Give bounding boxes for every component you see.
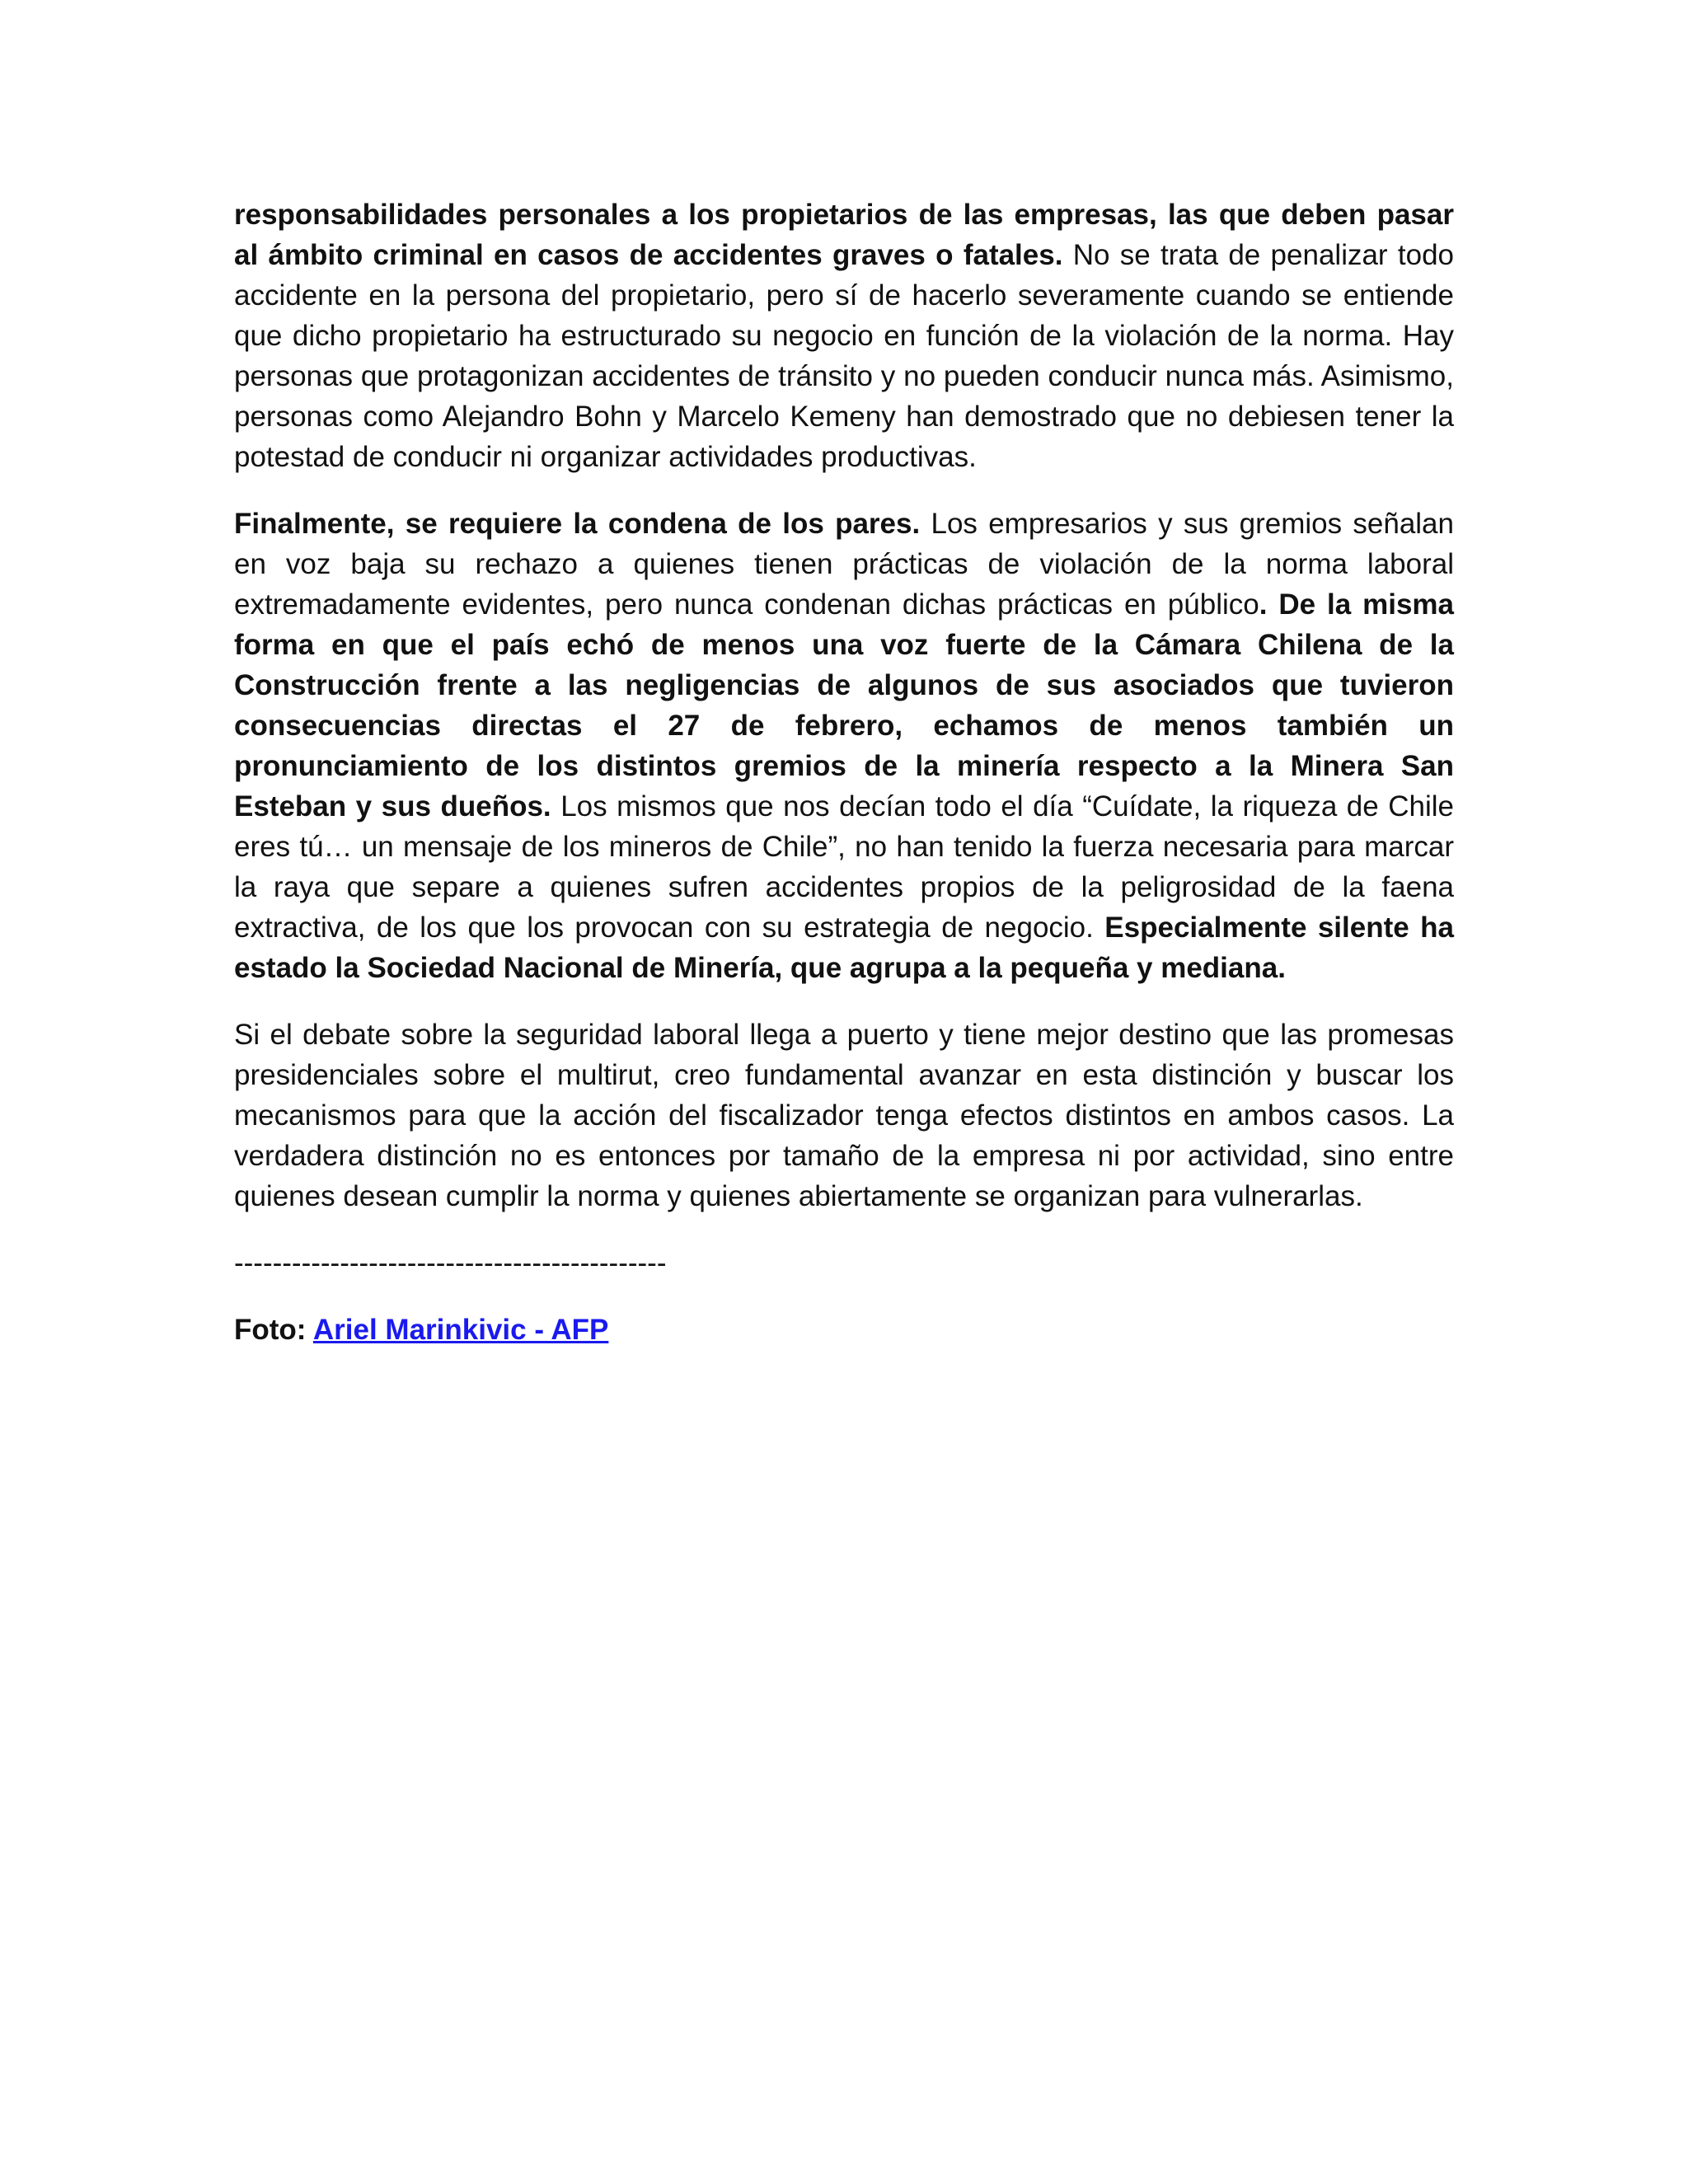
paragraph-1-text: No se trata de penalizar todo accidente en la persona del propietario, pero sí de hacerlo severamente cuando se entiende que dicho propietario ha estructurado su negocio en función de la violación de la norma. Hay personas que protagonizan accidentes de tránsito y no pueden conducir nunca más. Asimismo, personas como Alejandro Bohn y Marcelo Kemeny han demostrado que no debiesen tener la potestad de conducir ni organizar actividades productivas. [234, 239, 1454, 473]
paragraph-debate-seguridad [234, 1015, 1454, 1216]
paragraph-3-text: Si el debate sobre la seguridad laboral llega a puerto y tiene mejor destino que las promesas presidenciales sobre el multirut, creo fundamental avanzar en esta distinción y buscar los mecanismos para que la acción del fiscalizador tenga efectos distintos en ambos casos. La verdadera distinción no es entonces por tamaño de la empresa ni por actividad, sino entre quienes desean cumplir la norma y quienes abiertamente se organizan para vulnerarlas. [234, 1019, 1454, 1212]
paragraph-2-bold-middle: . De la misma forma en que el país echó de menos una voz fuerte de la Cámara Chilena de la Construcción frente a las negligencias de algunos de sus asociados que tuvieron consecuencias directas el 27 de febrero, echamos de menos también un pronunciamiento de los distintos gremios de la minería respecto a la Minera San Esteban y sus dueños. [234, 588, 1455, 823]
paragraph-condena-pares [234, 504, 1454, 988]
paragraph-1-bold-lead: responsabilidades personales a los propietarios de las empresas, las que deben pasar al ámbito criminal en casos de accidentes graves o fatales. [234, 199, 1454, 271]
paragraph-2-text-a: Los empresarios y sus gremios señalan en voz baja su rechazo a quienes tienen prácticas de violación de la norma laboral extremadamente evidentes, pero nunca condenan dichas prácticas en público [234, 508, 1454, 621]
photo-credit-label: Foto: [234, 1314, 313, 1346]
photo-credit [234, 1310, 1454, 1350]
photo-credit-link[interactable]: Ariel Marinkivic - AFP [312, 1314, 609, 1346]
paragraph-responsabilidades [234, 194, 1454, 477]
article-body [234, 194, 1454, 1350]
paragraph-2-text-b: Los mismos que nos decían todo el día “Cuídate, la riqueza de Chile eres tú… un mensaje de los mineros de Chile”, no han tenido la fuerza necesaria para marcar la raya que separe a quienes sufren accidentes propios de la peligrosidad de la faena extractiva, de los que los provocan con su estrategia de negocio. [234, 790, 1455, 944]
dashed-divider: --------------------------------------------- [234, 1247, 667, 1279]
paragraph-2-bold-lead: Finalmente, se requiere la condena de los pares. [234, 508, 921, 540]
paragraph-2-bold-end: Especialmente silente ha estado la Sociedad Nacional de Minería, que agrupa a la pequeña y mediana. [234, 912, 1454, 984]
